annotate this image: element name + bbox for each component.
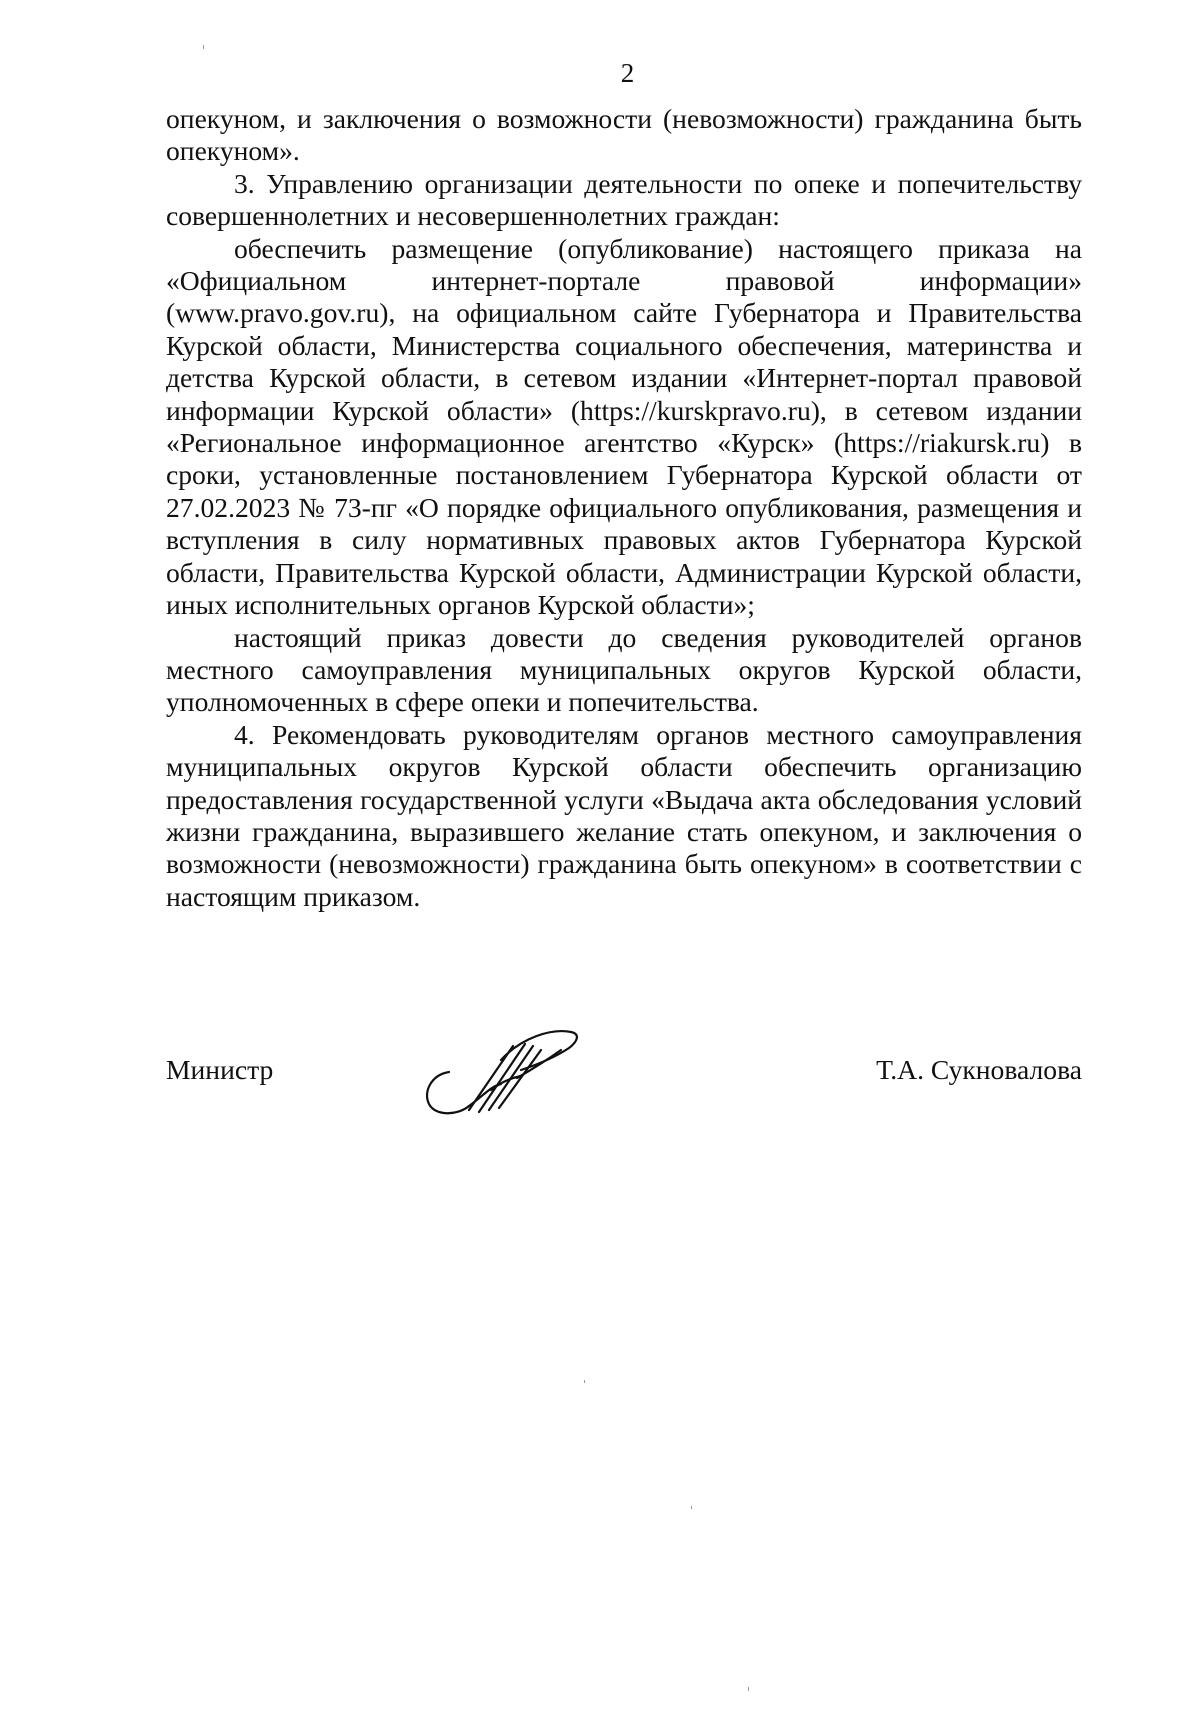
paragraph-continuation: опекуном, и заключения о возможности (невозможности) гражданина быть опекуном». bbox=[166, 103, 1082, 167]
handwritten-signature bbox=[421, 1020, 591, 1130]
paragraph-item-4: 4. Рекомендовать руководителям органов местного самоуправления муниципальных округов Курской области обеспечить организацию предоставления государственной услуги «Выдача акта обследования условий жизни гражданина, выразившего желание стать опекуном, и заключения о возможности (невозможности) гражданина быть опекуном» в соответствии с настоящим приказом. bbox=[166, 718, 1082, 912]
scan-speck bbox=[748, 1687, 749, 1691]
document-body bbox=[166, 103, 1082, 913]
signature-block bbox=[166, 1040, 1082, 1150]
paragraph-item-3: 3. Управлению организации деятельности по опеке и попечительству совершеннолетних и несовершеннолетних граждан: bbox=[166, 167, 1082, 232]
paragraph-notify-heads: настоящий приказ довести до сведения руководителей органов местного самоуправления муниципальных округов Курской области, уполномоченных в сфере опеки и попечительства. bbox=[166, 621, 1082, 718]
signatory-position: Министр bbox=[166, 1054, 274, 1085]
scan-speck bbox=[691, 1506, 692, 1509]
scan-speck bbox=[203, 45, 204, 49]
page-number: 2 bbox=[620, 58, 635, 88]
scan-speck bbox=[584, 1380, 585, 1383]
paragraph-publication: обеспечить размещение (опубликование) настоящего приказа на «Официальном интернет-портале правовой информации» (www.pravo.gov.ru), на официальном сайте Губернатора и Правительства Курской области, Министерства социального обеспечения, материнства и детства Курской области, в сетевом издании «Интернет-портал правовой информации Курской области» (https://kurskpravo.ru), в сетевом издании «Региональное информационное агентство «Курск» (https://riakursk.ru) в сроки, установленные постановлением Губернатора Курской области от 27.02.2023 № 73-пг «О порядке официального опубликования, размещения и вступления в силу нормативных правовых актов Губернатора Курской области, Правительства Курской области, Администрации Курской области, иных исполнительных органов Курской области»; bbox=[166, 232, 1082, 621]
signatory-name: Т.А. Сукновалова bbox=[876, 1054, 1082, 1085]
